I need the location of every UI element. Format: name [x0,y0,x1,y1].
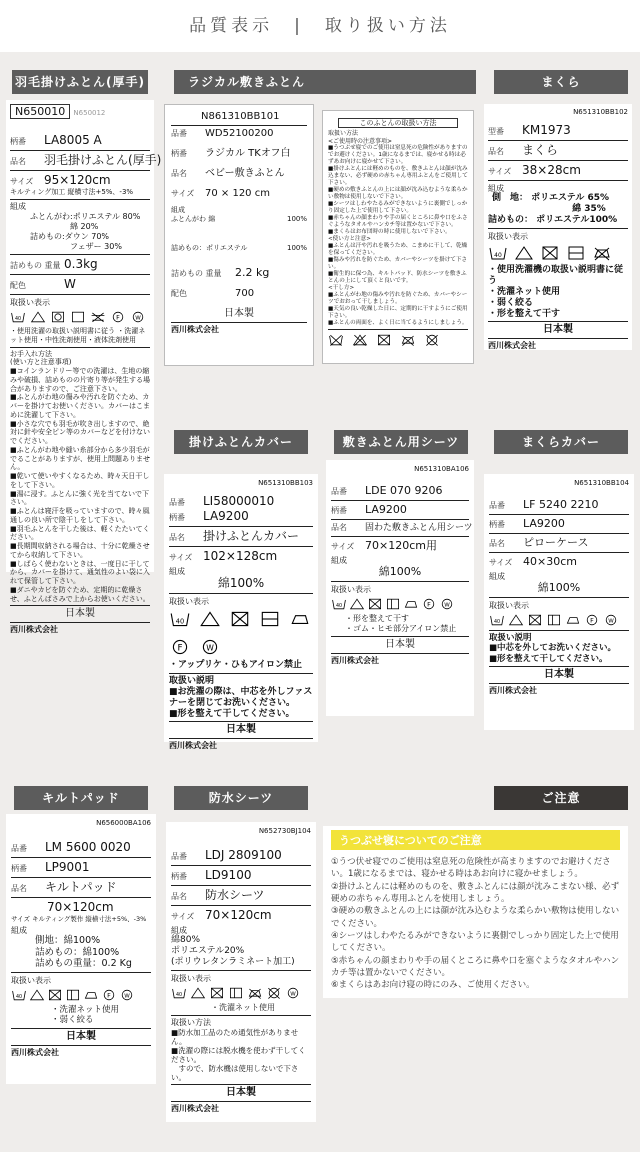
dry-line-icon [65,988,81,1002]
svg-text:W: W [135,315,141,322]
bleach-prohibited-icon [352,333,368,347]
tumble-dry-prohibited-icon [540,244,560,262]
wet-clean-w-icon [439,597,455,611]
wash-40-icon [11,988,27,1002]
wash-40-icon [331,597,347,611]
wash-40-icon [488,244,508,262]
dry-line-icon [546,613,562,627]
iron-icon [565,613,581,627]
label-caution: ご注意 [494,786,628,810]
dryclean-f-icon [110,310,126,324]
tumble-dry-prohibited-icon [209,986,225,1000]
tag-down-comforter: N650010 N650012 柄番 LA8005 A 品名 羽毛掛けふとん(厚手) サイズ 95×120cm キルティング加工 縦横寸法+5%、-3% 組成 ふとんがわ:ポリエステル 80% 綿 20% 詰めもの:ダウン 70% フェザー 30% 詰めもの 重量 0.3kg 配色 W 取扱い表示 40 F W ・使用洗濯の取扱い説明書に従う ・洗濯ネット使用・中性洗剤使用・液体洗剤使用 お手入れ方法 (使い方と注意事項) ■コインランドリー等での洗濯は、生地の縮みや破損、詰めものの片寄り等が発生する場合がありますので、ご注意下さい。 ■ふとんがわ地の傷みや汚れを防ぐため、カバーを掛けてお使いください。カバーはこまめに洗濯して下さい。 ■小さな穴でも羽毛が吹き出しますので、絶対に針や安全ピン等のカバーなどを付けないでください。 ■ふとんがわ地や縫い糸部分から多少羽毛がでることがありますが、使用上問題ありません。 ■乾いて使いやすくなるため、時々天日干しをして下さい。 ■湯に浸す。ふとんに強く光を当てないで下さい。 ■ふとんは寝汗を吸っていますので、時々風通しの良い所で陰干しをして下さい。 ■羽毛ふとんを干した後は、軽くたたいてください。 ■長期間収納される場合は、十分に乾燥させてから収納して下さい。 ■しばらく使わないときは、一度日に干してから、カバーを掛けて、通気性のよい袋に入れて保管して下さい。 ■ダニやカビを防ぐため、定期的に乾燥させ、ふとんばさみで上からお使いください。 日本製 西川株式会社 [6,100,154,572]
care-icons [331,597,469,611]
dry-line-icon [259,609,281,629]
svg-text:F: F [107,991,111,1000]
care-icons [169,609,313,657]
bleach-icon [349,597,365,611]
label-waterproof-sheet: 防水シーツ [174,786,308,810]
dry-line-icon [228,986,244,1000]
iron-icon [403,597,419,611]
page-header [0,0,640,52]
bleach-icon [190,986,206,1000]
label-futon-sheet: 敷きふとん用シーツ [334,430,468,454]
wet-clean-w-icon [603,613,619,627]
iron-prohibited-icon [400,333,416,347]
svg-text:40: 40 [175,617,185,626]
tag-radical-futon: N861310BB101 品番 WD52100200 柄番 ラジカル TKオフ白 品名 ベビー敷きふとん サイズ 70 × 120 cm 組成 ふとんがわ 綿 100% 詰めもの：ポリエステル 100% 詰めもの 重量 2.2 kg 配色 700 日本製 西川株式会社 [164,104,314,366]
bleach-icon [29,988,45,1002]
svg-text:40: 40 [175,993,183,999]
tag-futon-sheet: N651310BA106 品番 LDE 070 9206 柄番 LA9200 品名 固わた敷きふとん用シーツ サイズ 70×120cm用 組成 綿100% 取扱い表示 40 F W ・形を整えて干す ・ゴム・ヒモ部分アイロン禁止 日本製 西川株式会社 [326,460,474,716]
caution-title: うつぶせ寝についてのご注意 [331,830,620,850]
wash-40-icon [489,613,505,627]
dryclean-f-icon [421,597,437,611]
svg-text:W: W [124,993,130,1000]
caution-item: ②掛けふとんには軽めのものを、敷きふとんには顔が沈みこまない様、必ず硬めの赤ちゃん専用ふとんを使用しましょう。 [331,881,620,904]
dryclean-f-icon [101,988,117,1002]
iron-icon [83,988,99,1002]
wring-prohibited-icon [90,310,106,324]
svg-text:W: W [206,643,214,653]
care-icons [489,613,629,627]
label-down-comforter: 羽毛掛けふとん(厚手) [12,70,148,94]
label-quilt-pad: キルトパッド [14,786,148,810]
wash-40-icon [171,986,187,1000]
caution-item: ⑤赤ちゃんの顔まわりや手の届くところに鼻や口を塞ぐようなタオルやハンカチ等は置かないでください。 [331,955,620,978]
wet-clean-w-icon [119,988,135,1002]
bleach-icon [514,244,534,262]
care-icons [328,333,468,347]
svg-text:W: W [290,991,296,998]
care-icons [10,310,150,324]
svg-text:40: 40 [493,620,501,626]
label-pillow: まくら [494,70,628,94]
svg-text:W: W [444,602,450,609]
caution-item: ⑥まくらはあお向け寝の時にのみ、ご使用ください。 [331,980,535,991]
wash-40-icon [10,310,26,324]
dryclean-prohibited-icon [424,333,440,347]
label-pillow-cover: まくらカバー [494,430,628,454]
caution-item: ③硬めの敷きふとんの上には顔が沈み込むような柔らかい敷物は使用しないでください。 [331,906,620,929]
iron-prohibited-icon [247,986,263,1000]
tumble-dry-prohibited-icon [376,333,392,347]
caution-panel [323,826,628,998]
svg-text:40: 40 [15,995,23,1001]
care-icons [11,988,151,1002]
svg-text:F: F [177,643,183,654]
wash-prohibited-icon [328,333,344,347]
wet-clean-w-icon [199,637,221,657]
tumble-dry-prohibited-icon [367,597,383,611]
svg-text:W: W [608,618,614,625]
svg-text:F: F [590,616,594,625]
dry-line-icon [566,244,586,262]
page-title: 品質表示 | 取り扱い方法 [189,16,451,36]
bleach-icon [30,310,46,324]
tumble-dry-prohibited-icon [50,310,66,324]
label-radical-futon: ラジカル敷きふとん [174,70,476,94]
tumble-dry-prohibited-icon [527,613,543,627]
tumble-dry-prohibited-icon [47,988,63,1002]
bleach-icon [508,613,524,627]
care-icons [488,244,628,262]
tag-waterproof-sheet: N652730BJ104 品番 LDJ 2809100 柄番 LD9100 品名 防水シーツ サイズ 70×120cm 組成 綿80% ポリエステル20% (ポリウレタンラミネート加工) 取扱い表示 40 W ・洗濯ネット使用 取扱い方法 ■防水加工品のため通気性がありません。 ■洗濯の際には脱水機を使わず干してください。 すので、防水機は使用しないで下さい。 日本製 西川株式会社 [166,822,316,1122]
tag-pillow-cover: N651310BB104 品番 LF 5240 2210 柄番 LA9200 品名 ピローケース サイズ 40×30cm 組成 綿100% 取扱い表示 40 F W 取扱い説明 ■中芯を外してお洗いください。 ■形を整えて干してください。 日本製 西川株式会社 [484,474,634,730]
tag-quilt-pad: N656000BA106 品番 LM 5600 0020 柄番 LP9001 品名 キルトパッド 70×120cm サイズ キルティング製作 縦横寸法+5%、-3% 組成 側地：綿100% 詰めもの：綿100% 詰めもの重量：0.2 Kg 取扱い表示 40 F W ・洗濯ネット使用 ・弱く絞る 日本製 西川株式会社 [6,814,156,1084]
wet-clean-w-icon [285,986,301,1000]
wet-clean-w-icon [130,310,146,324]
tag-futon-handling: このふとんの取扱い方法 取扱い方法 <ご使用時の注意事項> ■うつぶせ寝でのご使用は窒息死の危険性がありますのでお避けください。1歳になるまでは、寝かせる時は必ずあお向けに寝かせて下さい。 ■掛けふとんには軽めのものを、敷きふとんは顔が沈み込まない、必ず硬めの赤ちゃん専用ふとんをご使用して下さい。 ■硬めの敷きふとんの上には顔が沈み込むような柔らかい敷物は使用しないで下さい。 ■シーツはしわやたるみができないように裏側でしっかり固定した上で使用して下さい。 ■赤ちゃんの顔まわりや手の届くところに鼻や口をふさぐようなタオルやハンカチ等は置かないで下さい。 ■まくらはお布団時の時に使用しないで下さい。 <使い方と注意> ■ふとんは汗や汚れを吸うため、こまめに干して、乾燥を保ってください。 ■傷みや汚れを防ぐため、カバーやシーツを掛けて下さい。 ■衛生的に保つ為、キルトパッド、防水シーツを敷きふとんの上にして頂くと良いです。 <干し方> ■ふとんがわ地の傷みや汚れを防ぐため、カバーやシーツでおおって干しましょう。 ■天気の良い乾燥した日に、定期的に干すようにご使用下さい。 ■ふとんの両面を、よく日に当てるようにしましょう。 [322,110,474,364]
iron-prohibited-icon [592,244,612,262]
iron-icon [289,609,311,629]
caution-item: ④シーツはしわやたるみができないように裏側でしっかり固定した上で使用してください。 [331,930,619,954]
tumble-dry-prohibited-icon [229,609,251,629]
dryclean-f-icon [169,637,191,657]
svg-text:F: F [427,600,431,609]
svg-text:40: 40 [494,252,502,260]
dry-line-icon [385,597,401,611]
tag-comforter-cover: N651310BB103 品番 LI58000010 柄番 LA9200 品名 掛けふとんカバー サイズ 102×128cm 組成 綿100% 取扱い表示 40 F W ・アップリケ・ひもアイロン禁止 取扱い説明 ■お洗濯の際は、中芯を外しファスナーを閉じてお洗いください。 ■形を整えて干してください。 日本製 西川株式会社 [164,474,318,742]
label-comforter-cover: 掛けふとんカバー [174,430,308,454]
product-number: N650010 [10,104,70,119]
caution-item: ①うつ伏せ寝でのご使用は窒息死の危険性が高まりますのでお避けください。1歳になるまでは、寝かせる時はあお向けに寝かせましょう。 [331,857,611,880]
dryclean-f-icon [584,613,600,627]
dry-flat-icon [70,310,86,324]
svg-text:40: 40 [335,604,343,610]
tag-pillow: N651310BB102 型番 KM1973 品名 まくら サイズ 38×28cm 組成 側 地： ポリエステル 65% 綿 35% 詰めもの： ポリエステル100% 取扱い表示 40 ・使用洗濯機の取扱い説明書に従う ・洗濯ネット使用 ・弱く絞る ・形を整えて干す 日本製 西川株式会社 [484,104,632,350]
dryclean-prohibited-icon [266,986,282,1000]
care-icons [171,986,311,1000]
wash-40-icon [169,609,191,629]
bleach-icon [199,609,221,629]
svg-text:40: 40 [14,317,22,323]
svg-text:F: F [116,313,120,322]
